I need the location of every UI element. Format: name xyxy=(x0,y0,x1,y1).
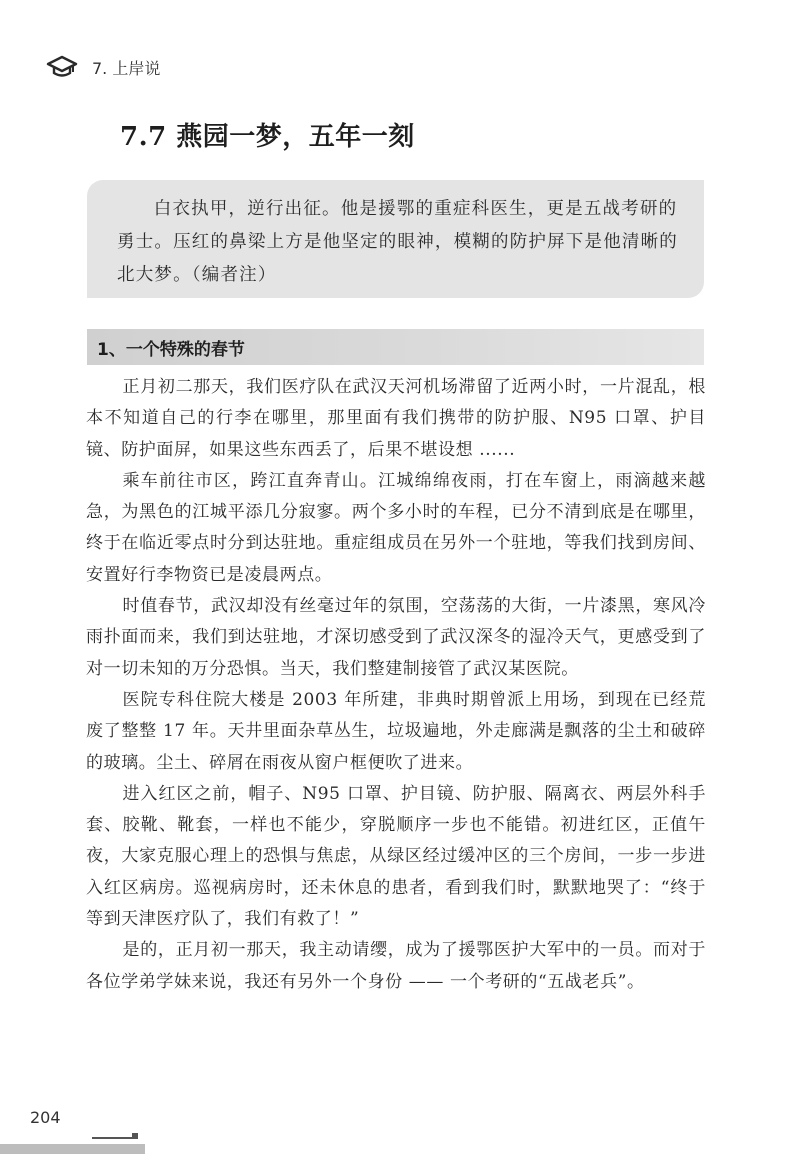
paragraph: 进入红区之前，帽子、N95 口罩、护目镜、防护服、隔离衣、两层外科手套、胶靴、靴套，一样也不能少，穿脱顺序一步也不能错。初进红区，正值午夜，大家克服心理上的恐惧与焦虑，从绿区经过缓冲区的三个房间，一步一步进入红区病房。巡视病房时，还未休息的患者，看到我们时，默默地哭了：“终于等到天津医疗队了，我们有救了！” xyxy=(86,783,706,930)
footer-rule-dot xyxy=(132,1133,138,1139)
section-title: 7.7 燕园一梦，五年一刻 xyxy=(120,122,415,152)
graduation-cap-icon xyxy=(46,54,78,80)
footer-rule xyxy=(92,1137,132,1139)
paragraph: 正月初二那天，我们医疗队在武汉天河机场滞留了近两小时，一片混乱，根本不知道自己的行李在哪里，那里面有我们携带的防护服、N95 口罩、护目镜、防护面屏，如果这些东西丢了，后果不堪设想 ...... xyxy=(86,377,706,460)
paragraph: 乘车前往市区，跨江直奔青山。江城绵绵夜雨，打在车窗上，雨滴越来越急，为黑色的江城平添几分寂寥。两个多小时的车程，已分不清到底是在哪里，终于在临近零点时分到达驻地。重症组成员在另外一个驻地，等我们找到房间、安置好行李物资已是凌晨两点。 xyxy=(86,470,706,585)
subheading: 1、一个特殊的春节 xyxy=(97,339,245,360)
editor-note-text: 白衣执甲，逆行出征。他是援鄂的重症科医生，更是五战考研的勇士。压红的鼻梁上方是他坚定的眼神，模糊的防护屏下是他清晰的北大梦。（编者注） xyxy=(117,199,678,285)
paragraph: 时值春节，武汉却没有丝毫过年的氛围，空荡荡的大街，一片漆黑，寒风冷雨扑面而来，我们到达驻地，才深切感受到了武汉深冬的湿冷天气，更感受到了对一切未知的万分恐惧。当天，我们整建制接管了武汉某医院。 xyxy=(86,596,706,679)
paragraph: 是的，正月初一那天，我主动请缨，成为了援鄂医护大军中的一员。而对于各位学弟学妹来说，我还有另外一个身份 —— 一个考研的“五战老兵”。 xyxy=(86,940,706,992)
page-number: 204 xyxy=(30,1108,61,1127)
subheading-bar xyxy=(87,329,704,365)
editor-note-box xyxy=(87,180,704,298)
body-text xyxy=(86,372,706,998)
running-header xyxy=(46,52,160,82)
footer-bar xyxy=(0,1144,145,1154)
paragraph: 医院专科住院大楼是 2003 年所建，非典时期曾派上用场，到现在已经荒废了整整 17 年。天井里面杂草丛生，垃圾遍地，外走廊满是飘落的尘土和破碎的玻璃。尘土、碎屑在雨夜从窗户框便吹了进来。 xyxy=(86,689,706,773)
chapter-label: 7. 上岸说 xyxy=(92,58,161,78)
